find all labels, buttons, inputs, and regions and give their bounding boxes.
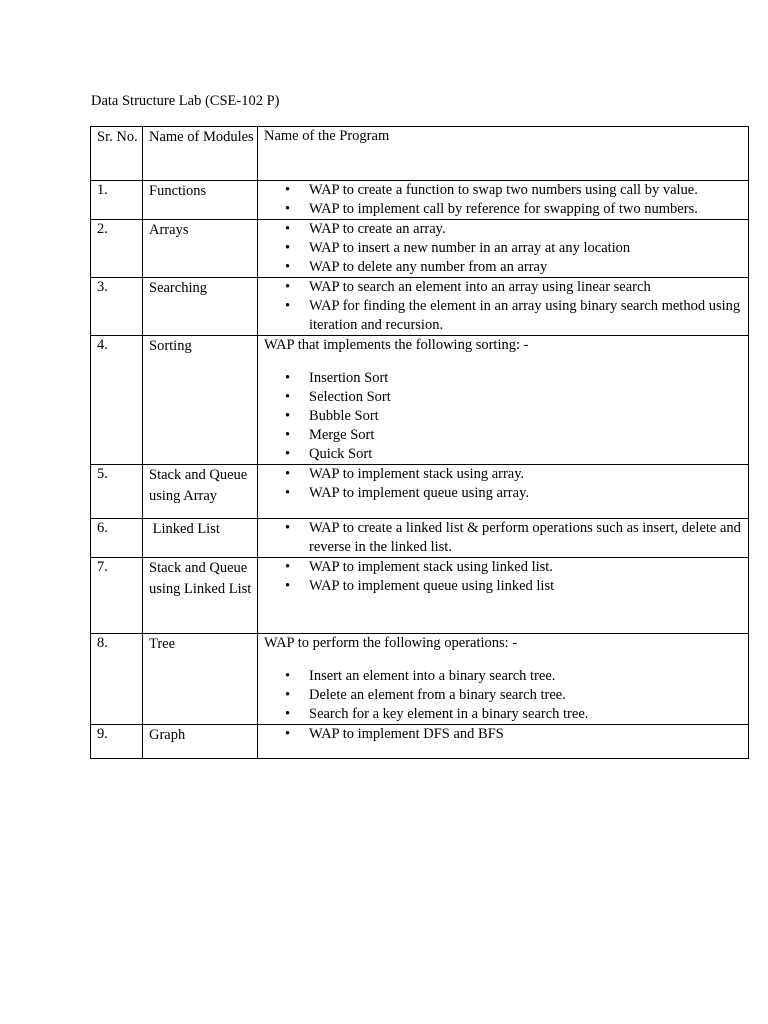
program-bullet-list	[264, 278, 748, 335]
row-program-list	[258, 278, 749, 336]
row-program-list	[258, 558, 749, 634]
program-item: • WAP to implement queue using array.	[309, 484, 748, 503]
row-program-list	[258, 725, 749, 759]
row-program-list	[258, 336, 749, 465]
row-sr-no: 4.	[91, 336, 143, 465]
table-row	[91, 336, 749, 465]
program-item: • Insertion Sort	[309, 369, 748, 388]
row-program-list	[258, 465, 749, 519]
table-row	[91, 278, 749, 336]
program-item: • WAP to delete any number from an array	[309, 258, 748, 277]
table-row	[91, 519, 749, 558]
program-item: • Delete an element from a binary search tree.	[309, 686, 748, 705]
lab-programs-table	[90, 126, 749, 759]
program-item: • WAP to insert a new number in an array at any location	[309, 239, 748, 258]
program-bullet-list	[264, 558, 748, 596]
header-sr-no: Sr. No.	[91, 127, 143, 181]
table-row	[91, 558, 749, 634]
program-item: • WAP to implement queue using linked list	[309, 577, 748, 596]
row-module-name: Sorting	[143, 336, 258, 465]
table-row	[91, 634, 749, 725]
header-module-name: Name of Modules	[143, 127, 258, 181]
row-module-name: Stack and Queue using Linked List	[143, 558, 258, 634]
row-module-name: Tree	[143, 634, 258, 725]
program-bullet-list	[264, 181, 748, 219]
document-title: Data Structure Lab (CSE-102 P)	[91, 93, 280, 109]
row-sr-no: 2.	[91, 220, 143, 278]
program-item: • WAP to implement call by reference for swapping of two numbers.	[309, 200, 748, 219]
row-sr-no: 3.	[91, 278, 143, 336]
row-module-name: Arrays	[143, 220, 258, 278]
program-bullet-list	[264, 220, 748, 277]
program-intro: WAP to perform the following operations: -	[264, 635, 518, 651]
program-item: • WAP to create a function to swap two numbers using call by value.	[309, 181, 748, 200]
table-header-row	[91, 127, 749, 181]
program-item: • WAP to implement stack using array.	[309, 465, 748, 484]
row-sr-no: 1.	[91, 181, 143, 220]
row-sr-no: 8.	[91, 634, 143, 725]
row-sr-no: 7.	[91, 558, 143, 634]
program-bullet-list	[264, 725, 748, 744]
table-row	[91, 220, 749, 278]
header-program-name: Name of the Program	[258, 127, 749, 181]
row-program-list	[258, 220, 749, 278]
program-item: • Selection Sort	[309, 388, 748, 407]
table-row	[91, 181, 749, 220]
row-sr-no: 9.	[91, 725, 143, 759]
row-module-name: Functions	[143, 181, 258, 220]
program-bullet-list	[264, 519, 748, 557]
row-module-name: Searching	[143, 278, 258, 336]
program-item: • Insert an element into a binary search tree.	[309, 667, 748, 686]
row-module-name: Graph	[143, 725, 258, 759]
program-bullet-list	[264, 667, 748, 724]
program-intro: WAP that implements the following sorting: -	[264, 337, 529, 353]
row-program-list	[258, 181, 749, 220]
program-item: • Bubble Sort	[309, 407, 748, 426]
program-bullet-list	[264, 465, 748, 503]
program-item: • WAP to create a linked list & perform operations such as insert, delete and reverse in the linked list.	[309, 519, 748, 557]
row-module-name: Linked List	[143, 519, 258, 558]
program-item: • WAP to create an array.	[309, 220, 748, 239]
program-item: • Merge Sort	[309, 426, 748, 445]
table-row	[91, 465, 749, 519]
program-item: • WAP to implement stack using linked list.	[309, 558, 748, 577]
program-item: • WAP to search an element into an array using linear search	[309, 278, 748, 297]
table-row	[91, 725, 749, 759]
row-program-list	[258, 519, 749, 558]
program-bullet-list	[264, 369, 748, 464]
program-item: • WAP for finding the element in an array using binary search method using iteration and recursion.	[309, 297, 748, 335]
row-sr-no: 6.	[91, 519, 143, 558]
program-item: • Quick Sort	[309, 445, 748, 464]
row-module-name: Stack and Queue using Array	[143, 465, 258, 519]
row-sr-no: 5.	[91, 465, 143, 519]
program-item: • WAP to implement DFS and BFS	[309, 725, 748, 744]
program-item: • Search for a key element in a binary search tree.	[309, 705, 748, 724]
row-program-list	[258, 634, 749, 725]
